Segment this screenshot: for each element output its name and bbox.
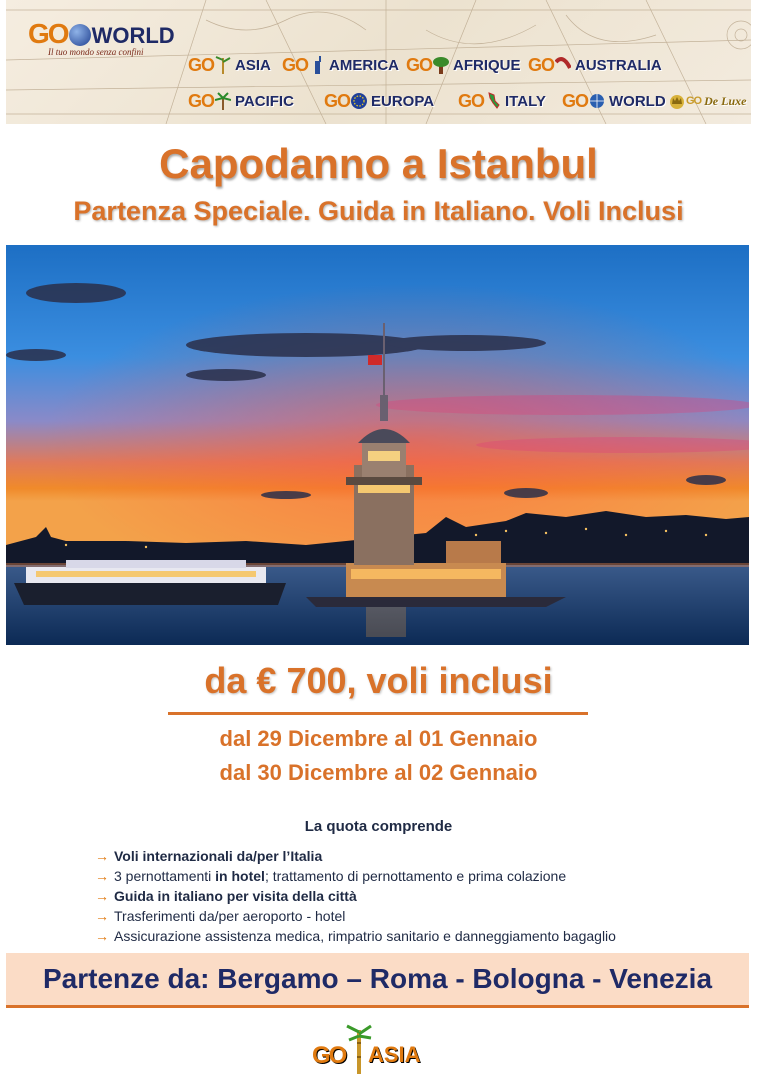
brand-go-text: GO — [528, 54, 555, 75]
logo-world-text: WORLD — [91, 23, 175, 48]
brand-go-text: GO — [188, 54, 215, 75]
arrow-right-icon: → — [95, 908, 109, 924]
brand-go-world[interactable] — [562, 88, 666, 114]
logo-tagline: Il tuo mondo senza confini — [48, 47, 144, 57]
brand-go-text: GO — [562, 90, 589, 111]
brand-name: AMERICA — [329, 56, 400, 74]
italy-map-icon — [485, 92, 501, 110]
item-bold: Guida in italiano per visita della città — [114, 888, 357, 904]
arrow-right-icon: → — [95, 888, 109, 904]
brand-go-italy[interactable] — [458, 88, 546, 114]
price-headline: da € 700, voli inclusi — [204, 660, 553, 701]
brand-go-text: GO — [458, 90, 485, 111]
item-pre: 3 pernottamenti — [114, 868, 216, 884]
footer-go-text: GO — [312, 1042, 346, 1069]
item-bold: in hotel — [215, 868, 265, 884]
list-item — [95, 886, 715, 906]
brand-name: WORLD — [609, 92, 666, 110]
list-item — [95, 866, 715, 886]
brand-go-europa[interactable] — [324, 88, 434, 114]
header-banner — [6, 0, 751, 124]
brand-go-text: GO — [282, 54, 309, 75]
brand-name: EUROPA — [371, 92, 435, 110]
globe-icon — [589, 92, 605, 110]
eu-flag-icon — [351, 92, 367, 110]
date-option-2: dal 30 Dicembre al 02 Gennaio — [219, 760, 538, 785]
brand-name: De Luxe — [704, 93, 747, 108]
list-item — [95, 906, 715, 926]
brand-go-text: GO — [686, 95, 702, 107]
goworld-main-logo[interactable] — [28, 18, 175, 57]
baobab-icon — [433, 56, 449, 74]
globe-icon — [69, 24, 91, 46]
brand-go-afrique[interactable] — [406, 52, 521, 78]
crown-icon — [669, 92, 685, 110]
statue-of-liberty-icon — [309, 56, 325, 74]
brand-go-america[interactable] — [282, 52, 399, 78]
brand-name: AFRIQUE — [453, 56, 521, 74]
brand-name: ITALY — [505, 92, 546, 110]
brand-go-deluxe[interactable] — [668, 88, 746, 114]
brand-go-australia[interactable] — [528, 52, 662, 78]
page-subtitle: Partenza Speciale. Guida in Italiano. Voli Inclusi — [73, 196, 684, 226]
brand-go-asia[interactable] — [188, 52, 271, 78]
palm-icon — [215, 92, 231, 110]
item-bold: Voli internazionali da/per l’Italia — [114, 848, 323, 864]
boomerang-icon — [555, 56, 571, 74]
brand-name: PACIFIC — [235, 92, 294, 110]
brand-name: ASIA — [235, 56, 271, 74]
date-option-1: dal 29 Dicembre al 01 Gennaio — [219, 726, 538, 751]
arrow-right-icon: → — [95, 848, 109, 864]
brand-go-text: GO — [188, 90, 215, 111]
item-pre: Assicurazione assistenza medica, rimpatrio sanitario e danneggiamento bagaglio — [114, 928, 616, 944]
page-title: Capodanno a Istanbul — [159, 140, 598, 187]
includes-heading: La quota comprende — [304, 818, 453, 835]
includes-list — [95, 846, 715, 946]
footer-asia-text: ASIA — [368, 1042, 421, 1067]
bamboo-icon — [215, 56, 231, 74]
istanbul-photo — [6, 245, 749, 645]
arrow-right-icon: → — [95, 928, 109, 944]
arrow-right-icon: → — [95, 868, 109, 884]
logo-go-text: GO — [28, 18, 68, 49]
list-item — [95, 846, 715, 866]
goasia-footer-logo[interactable] — [312, 1024, 444, 1074]
item-pre: Trasferimenti da/per aeroporto - hotel — [114, 908, 346, 924]
item-post: ; trattamento di pernottamento e prima colazione — [264, 868, 567, 884]
brand-go-pacific[interactable] — [188, 88, 294, 114]
departures-text: Partenze da: Bergamo – Roma - Bologna - Venezia — [42, 963, 713, 994]
departures-band — [6, 953, 749, 1008]
brand-go-text: GO — [324, 90, 351, 111]
brand-name: AUSTRALIA — [575, 56, 662, 74]
brand-go-text: GO — [406, 54, 433, 75]
price-divider — [168, 712, 588, 715]
list-item — [95, 926, 715, 946]
